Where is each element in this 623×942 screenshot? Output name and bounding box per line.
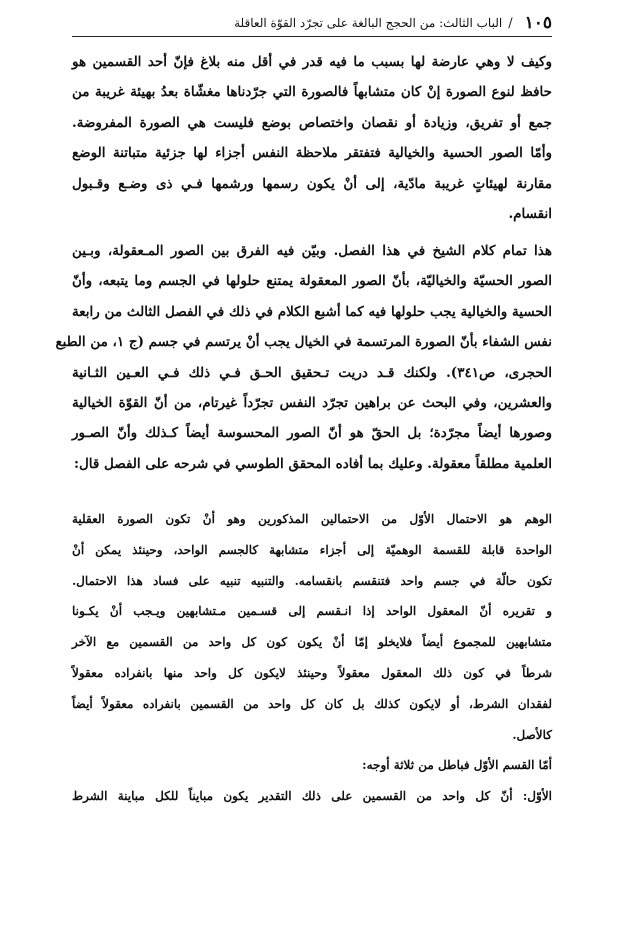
paragraph-1 [72, 47, 552, 229]
text-line: متشابهين للمجموع أيضاً فلايخلو إمّا أنْ يكون كون كل واحد من القسمين مع الآخر [72, 635, 552, 650]
page-number: ١٠٥ [524, 13, 552, 33]
text-line: انقسام. [508, 205, 552, 222]
text-line: الواحدة قابلة للقسمة الوهميّة إلى أجزاء متشابهة كالجسم الواحد، وحينئذ يمكن أنْ [72, 542, 552, 557]
text-line: وصورها أيضاً مجرّدة؛ بل الحقّ هو أنّ الصور المحسوسة أيضاً كـذلك وأنّ الصـور [72, 425, 552, 442]
text-line: لفقدان الشرط، أو لايكون كذلك بل كان كل واحد من القسمين بانفراده معقولاً أيضاً [72, 696, 552, 711]
text-line: شرطاً في كون ذلك المعقول معقولاً وحينئذ لايكون كل واحد منها بانفراده معقولاً [72, 665, 552, 680]
text-line: الحسية والخيالية يجب حلولها فيه كما أشبع الكلام في ذلك في الفصل الثالث من رابعة [72, 303, 552, 320]
text-line: حافظ لنوع الصورة إنْ كان متشابهاً فالصورة التي جرّدناها مغشّاة بعدُ بهيئة غريبة من [72, 84, 552, 101]
text-line: مقارنة لهيئاتٍ غريبة مادّية، إلى أنْ يكون رسمها ورشمها فـي ذى وضـع وقـبول [72, 175, 552, 192]
text-line: الحجرى، ص٣٤١). ولكنك قـد دريت تـحقيق الحـق فـي ذلك فـي العـين الثـانية [72, 364, 552, 381]
text-line: وأمّا الصور الحسية والخيالية فتفتقر ملاحظة النفس أجزاء لها جزئية متباتنة الوضع [72, 145, 552, 162]
text-line: الوهم هو الاحتمال الأوّل من الاحتمالين المذكورين وهو أنْ تكون الصورة العقلية [72, 512, 552, 526]
text-line: هذا تمام كلام الشيخ في هذا الفصل. وبيّن فيه الفرق بين الصور المـعقولة، وبـين [72, 243, 552, 259]
text-line: الصور الحسيّة والخياليّة، بأنّ الصور المعقولة يمتنع حلولها في الجسم وما يتبعه، وأنّ [72, 273, 552, 290]
paragraph-2 [55, 236, 552, 479]
header-separator: / [508, 15, 513, 31]
text-line: الأوّل: أنّ كل واحد من القسمين على ذلك التقدير يكون مبايناً للكل مباينة الشرط [72, 789, 552, 804]
text-line: والعشرين، وفي البحث عن براهين تجرّد النفس تجرّداً غيرتام، من أنّ القوّة الخيالية [72, 394, 552, 411]
text-line: كالأصل. [512, 727, 552, 742]
text-line: العلمية مطلقاً معقولة. وعليك بما أفاده المحقق الطوسي في شرحه على الفصل قال: [73, 455, 552, 472]
text-line: تكون حالّة في جسم واحد فتنقسم بانقسامه. والتنبيه تنبيه على فساد هذا الاحتمال. [72, 573, 552, 588]
text-line: و تقريره أنّ المعقول الواحد إذا انـقسم إلى قسـمين مـتشابهين ويـجب أنْ يكـونا [72, 604, 552, 619]
text-line: وكيف لا وهي عارضة لها بسبب ما فيه قدر في أقل منه بلاغ فإنّ أحد القسمين هو [72, 54, 552, 70]
text-line: نفس الشفاء بأنّ الصورة المرتسمة في الخيال يجب أنْ يرتسم في جسم (ج ١، من الطبع [55, 334, 552, 351]
running-header [72, 10, 552, 37]
quoted-commentary [72, 504, 552, 812]
text-line: جمع أو تفريق، وزيادة أو نقصان واختصاص بوضع فليست هي الصورة المفروضة. [72, 114, 552, 131]
chapter-title: الباب الثالث: من الحجج البالغة على تجرّد القوّة العاقلة [234, 16, 503, 30]
text-line: أمّا القسم الأوّل فباطل من ثلاثة أوجه: [362, 758, 552, 773]
